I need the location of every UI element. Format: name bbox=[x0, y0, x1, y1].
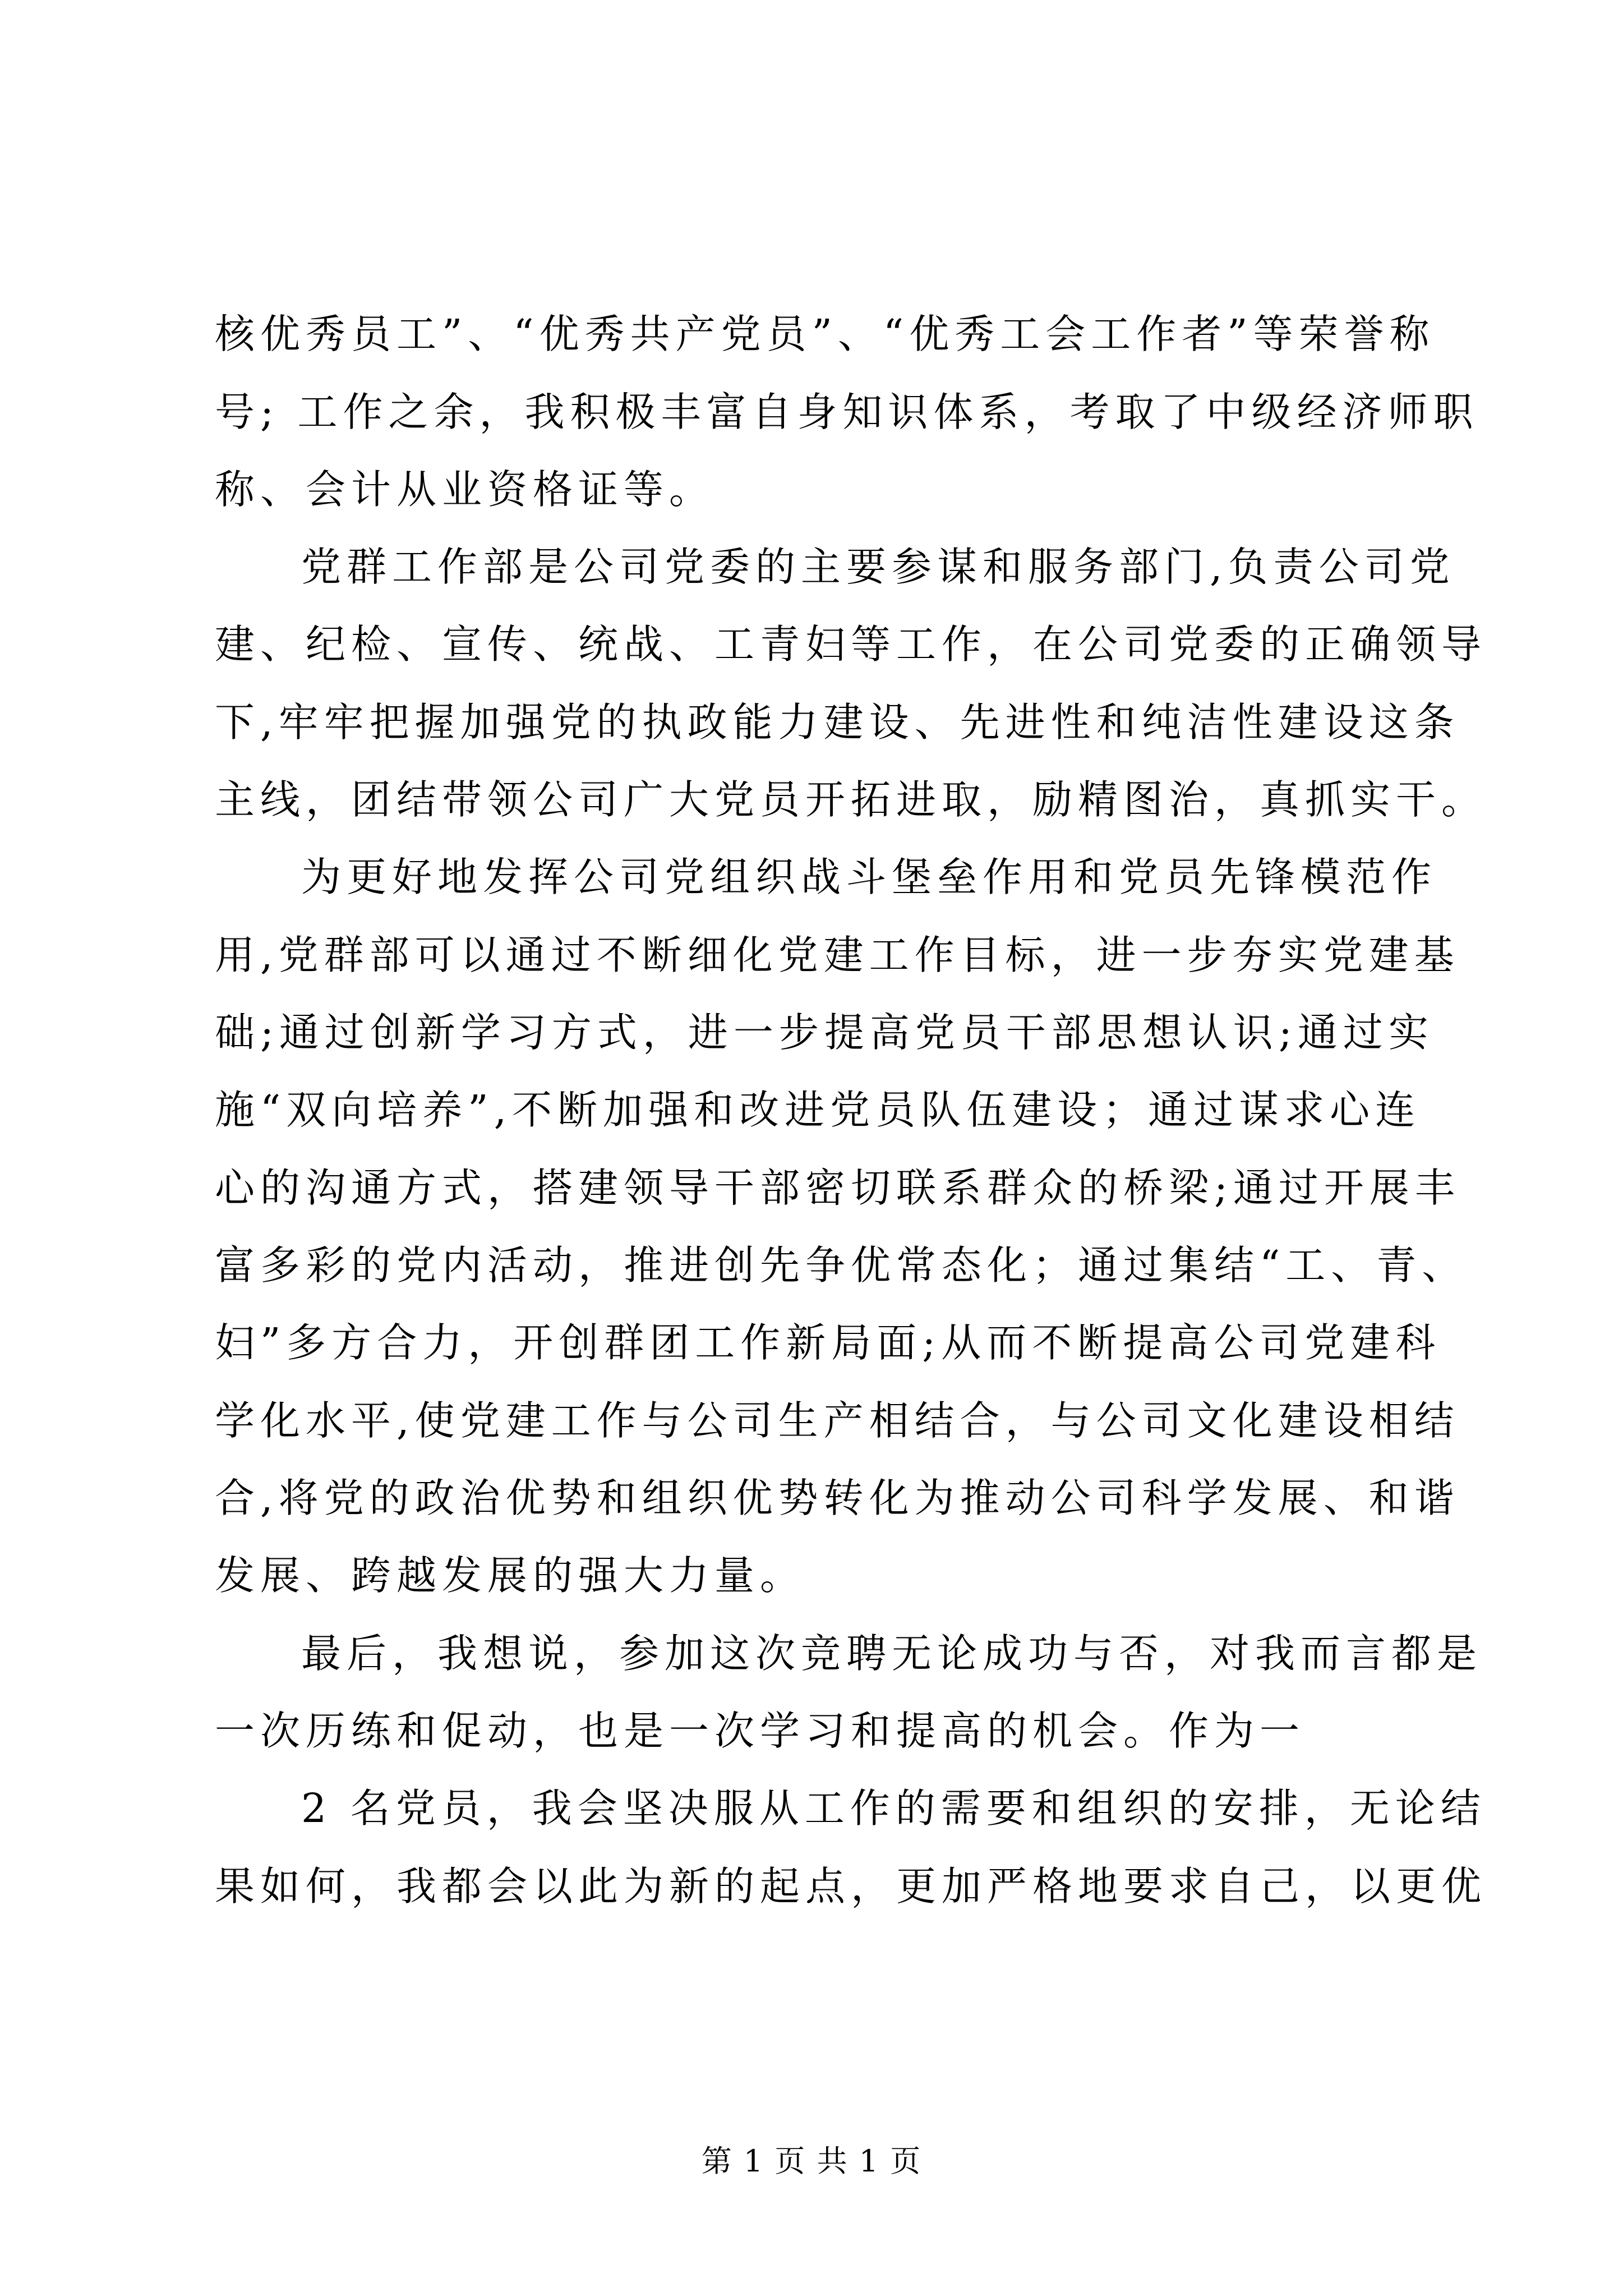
text-line: 最后，我想说，参加这次竞聘无论成功与否，对我而言都是 bbox=[301, 1630, 1483, 1677]
text-line: 为更好地发挥公司党组织战斗堡垒作用和党员先锋模范作 bbox=[301, 854, 1437, 900]
text-line: 号; 工作之余，我积极丰富自身知识体系，考取了中级经济师职 bbox=[215, 389, 1479, 435]
text-line: 党群工作部是公司党委的主要参谋和服务部门,负责公司党 bbox=[301, 544, 1455, 590]
text-line: 一次历练和促动，也是一次学习和提高的机会。作为一 bbox=[215, 1708, 1306, 1754]
text-line: 学化水平,使党建工作与公司生产相结合，与公司文化建设相结 bbox=[215, 1397, 1460, 1444]
text-line: 心的沟通方式，搭建领导干部密切联系群众的桥梁;通过开展丰 bbox=[215, 1165, 1460, 1211]
text-line: 合,将党的政治优势和组织优势转化为推动公司科学发展、和谐 bbox=[215, 1475, 1460, 1521]
text-line: 发展、跨越发展的强大力量。 bbox=[215, 1552, 806, 1599]
text-line: 称、会计从业资格证等。 bbox=[215, 466, 715, 513]
text-line: 下,牢牢把握加强党的执政能力建设、先进性和纯洁性建设这条 bbox=[215, 699, 1460, 746]
text-line: 础;通过创新学习方式，进一步提高党员干部思想认识;通过实 bbox=[215, 1009, 1434, 1056]
page-number-footer: 第 1 页 共 1 页 bbox=[701, 2143, 922, 2179]
text-line: 主线，团结带领公司广大党员开拓进取，励精图治，真抓实干。 bbox=[215, 776, 1487, 823]
text-line: 2 名党员，我会坚决服从工作的需要和组织的安排，无论结 bbox=[301, 1785, 1486, 1832]
text-line: 核优秀员工”、“优秀共产党员”、“优秀工会工作者”等荣誉称 bbox=[215, 311, 1435, 357]
text-line: 果如何，我都会以此为新的起点，更加严格地要求自己，以更优 bbox=[215, 1863, 1487, 1910]
text-line: 建、纪检、宣传、统战、工青妇等工作，在公司党委的正确领导 bbox=[215, 621, 1487, 668]
text-line: 富多彩的党内活动，推进创先争优常态化；通过集结“工、青、 bbox=[215, 1242, 1468, 1289]
text-line: 施“双向培养”,不断加强和改进党员队伍建设；通过谋求心连 bbox=[215, 1087, 1421, 1133]
text-line: 妇”多方合力，开创群团工作新局面;从而不断提高公司党建科 bbox=[215, 1319, 1441, 1366]
text-line: 用,党群部可以通过不断细化党建工作目标，进一步夯实党建基 bbox=[215, 932, 1460, 978]
